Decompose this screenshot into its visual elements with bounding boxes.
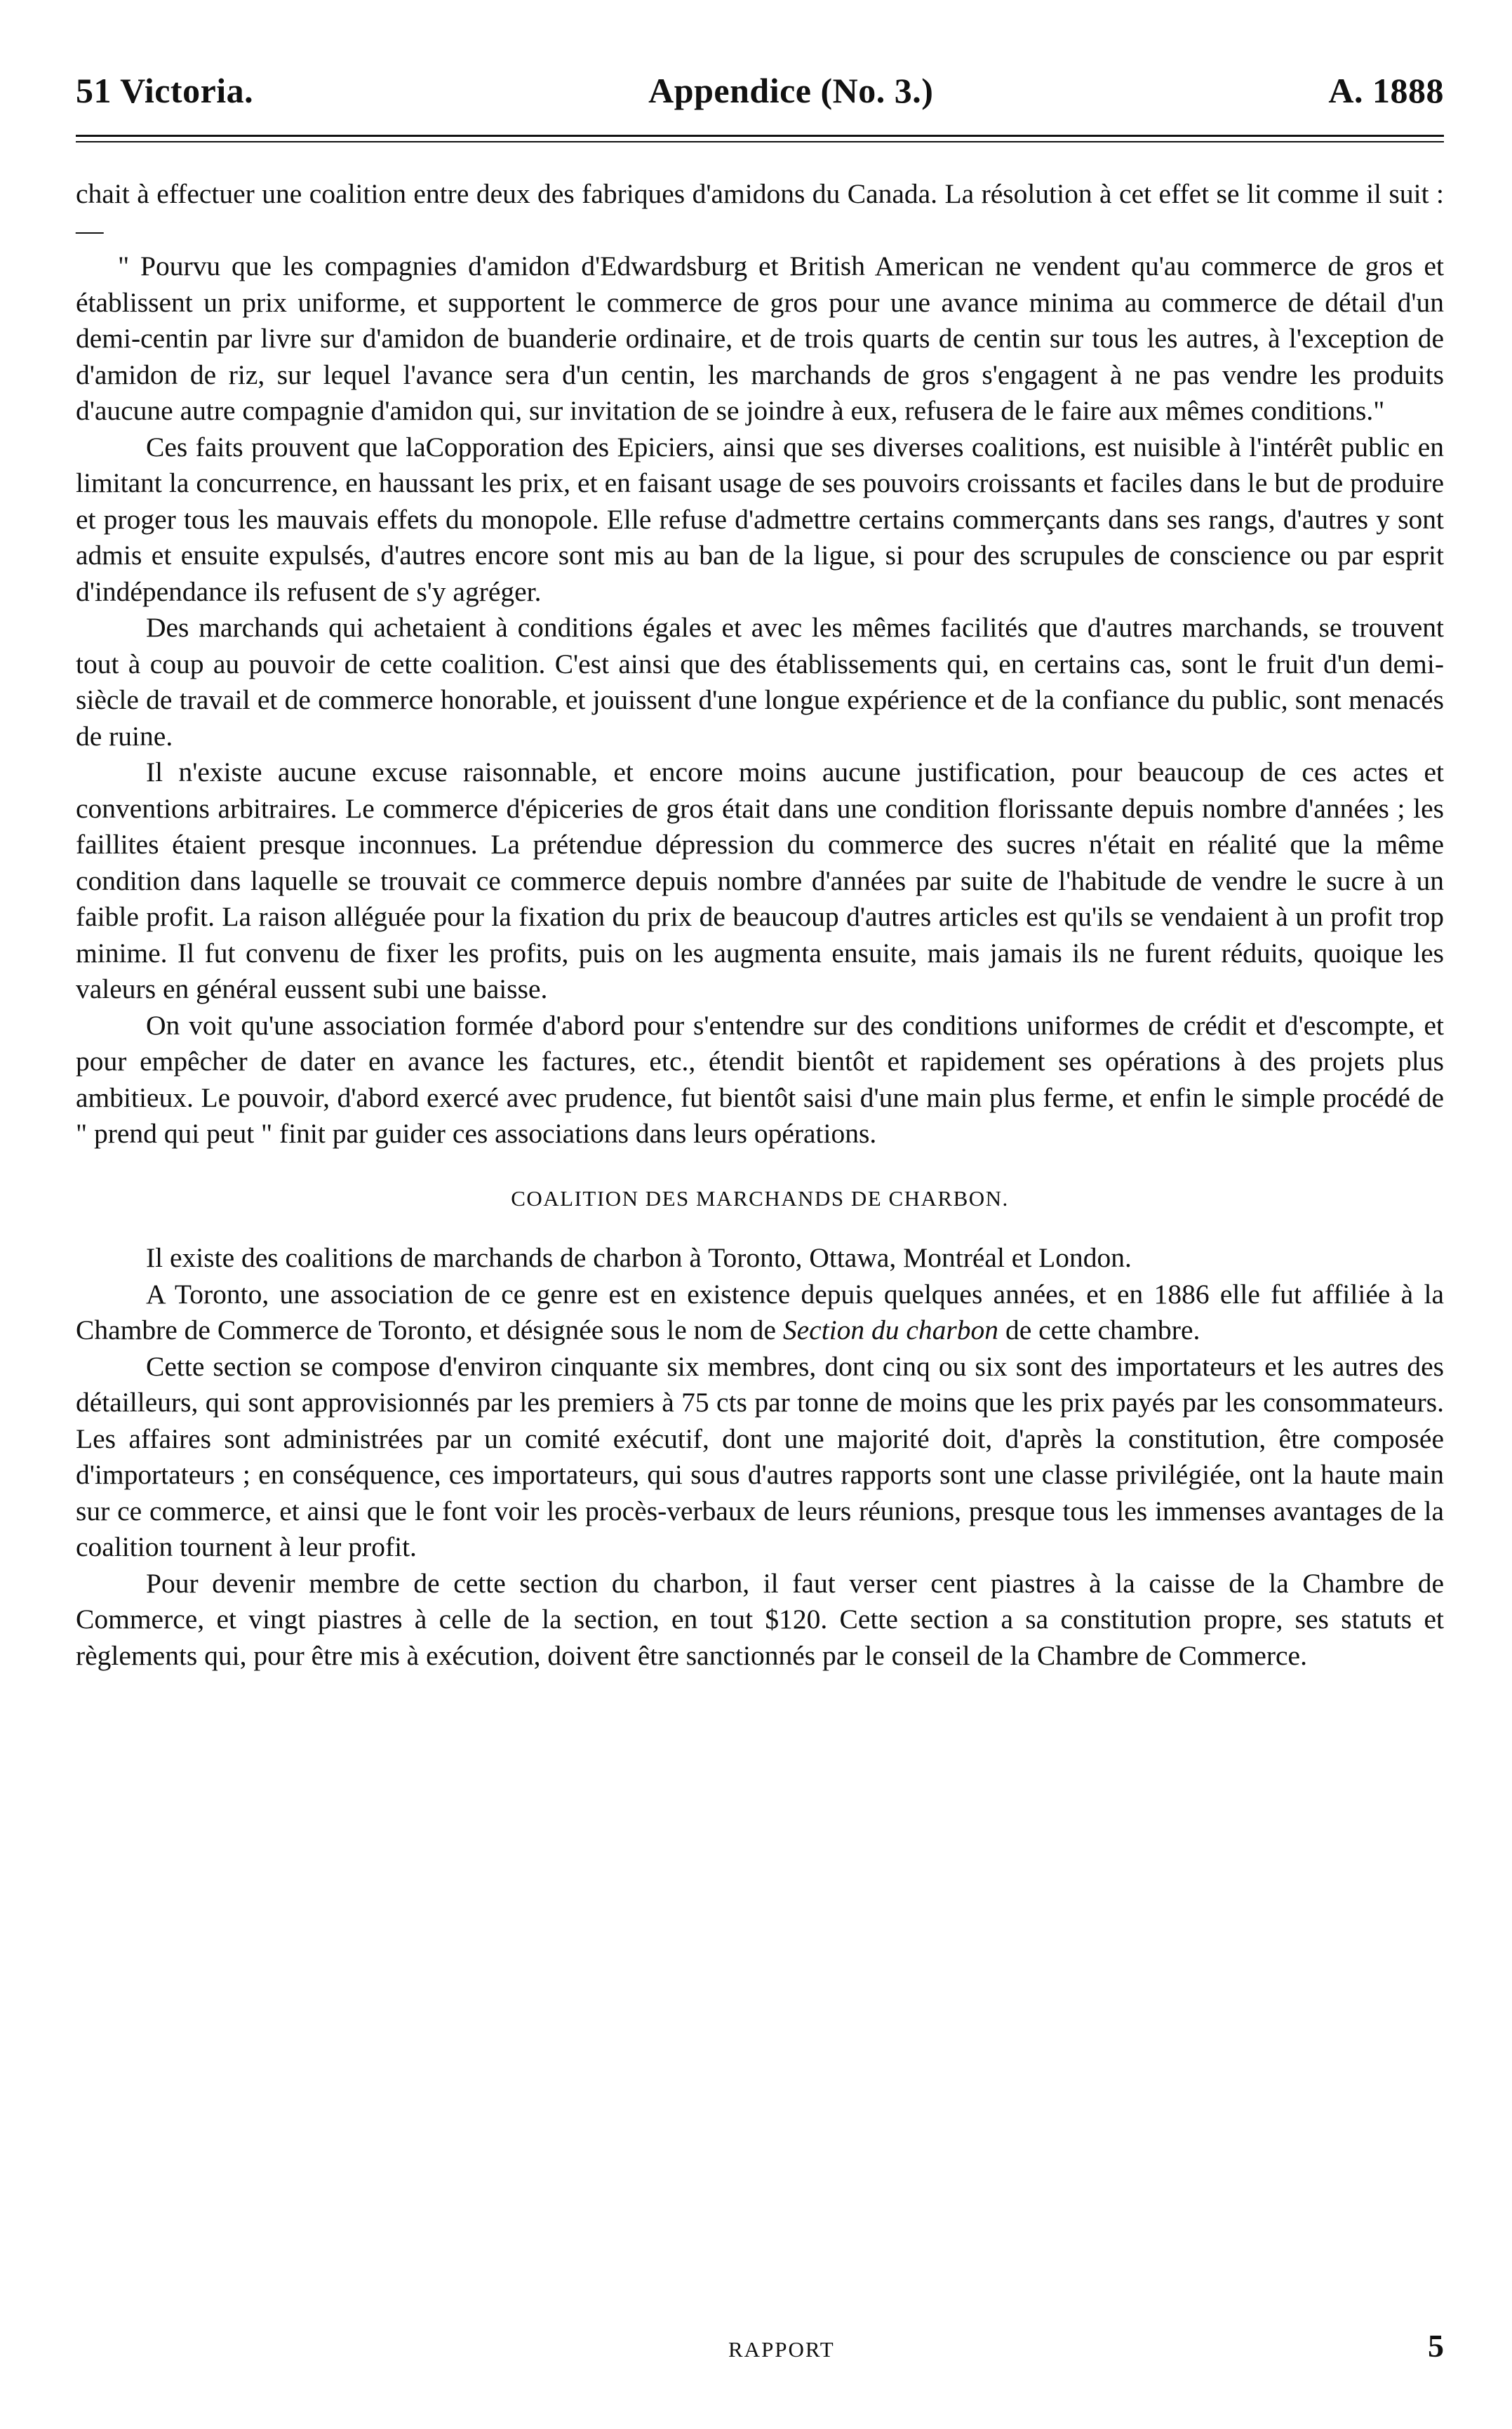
- running-header: [76, 70, 1444, 111]
- document-page: [76, 70, 1444, 1674]
- header-year: A. 1888: [1328, 71, 1444, 110]
- header-appendix: Appendice (No. 3.): [648, 71, 934, 110]
- toronto-text-a: A Toronto, une association de ce genre est en existence depuis quelques années, et en 1886 elle fut affiliée à la Chambre de Commerce de Toronto, et désignée sous le nom de: [76, 1278, 1444, 1345]
- header-session: 51 Victoria.: [76, 71, 254, 110]
- paragraph-association: On voit qu'une association formée d'abord pour s'entendre sur des conditions uniformes de crédit et d'escompte, et pour empêcher de dater en avance les factures, etc., étendit bientôt et rapidement ses opérations à des projets plus ambitieux. Le pouvoir, d'abord exercé avec prudence, fut bientôt saisi d'une main plus ferme, et enfin le simple procédé de " prend qui peut " finit par guider ces associations dans leurs opérations.: [76, 1009, 1444, 1149]
- header-rule: [76, 135, 1444, 137]
- catchword: RAPPORT: [728, 2337, 835, 2362]
- paragraph-no-excuse: Il n'existe aucune excuse raisonnable, et encore moins aucune justification, pour beaucoup de ces actes et conventions arbitraires. Le commerce d'épiceries de gros était dans une condition florissante depuis nombre d'années ; les faillites étaient presque inconnues. La prétendue dépression du commerce des sucres n'était en réalité que la même condition dans laquelle se trouvait ce commerce depuis nombre d'années par suite de l'habitude de vendre le sucre à un faible profit. La raison alléguée pour la fixation du prix de beaucoup d'autres articles est qu'ils se vendaient à un profit trop minime. Il fut convenu de fixer les profits, puis on les augmenta ensuite, mais jamais ils ne furent réduits, quoique les valeurs en général eussent subi une baisse.: [76, 757, 1444, 1004]
- paragraph-quoted-resolution: " Pourvu que les compagnies d'amidon d'Edwardsburg et British American ne vendent qu'au commerce de gros et établissent un prix uniforme, et supportent le commerce de gros pour une avance minima au commerce de détail d'un demi-centin par livre sur d'amidon de buanderie ordinaire, et de trois quarts de centin sur tous les autres, à l'exception de d'amidon de riz, sur lequel l'avance sera d'un centin, les marchands de gros s'engagent à ne pas vendre les produits d'aucune autre compagnie d'amidon qui, sur invitation de se joindre à eux, refusera de le faire aux mêmes conditions.": [76, 251, 1444, 426]
- page-footer: [76, 2328, 1444, 2379]
- body-text: [76, 176, 1444, 1674]
- page-number: 5: [1428, 2328, 1444, 2364]
- section-heading: COALITION DES MARCHANDS DE CHARBON.: [511, 1185, 1009, 1211]
- paragraph-merchants: Des marchands qui achetaient à conditions égales et avec les mêmes facilités que d'autres marchands, se trouvent tout à coup au pouvoir de cette coalition. C'est ainsi que des établissements qui, en certains cas, sont le fruit d'un demi-siècle de travail et de commerce honorable, et jouissent d'une longue expérience et de la confiance du public, sont menacés de ruine.: [76, 612, 1444, 752]
- paragraph-continuation: chait à effectuer une coalition entre deux des fabriques d'amidons du Canada. La résolution à cet effet se lit comme il suit :—: [76, 178, 1444, 246]
- section-name-italic: Section du charbon: [782, 1315, 999, 1345]
- paragraph-coal-coalitions: Il existe des coalitions de marchands de charbon à Toronto, Ottawa, Montréal et London.: [146, 1242, 1132, 1273]
- paragraph-membership-fees: Pour devenir membre de cette section du charbon, il faut verser cent piastres à la caisse de la Chambre de Commerce, et vingt piastres à celle de la section, en tout $120. Cette section a sa constitution propre, ses statuts et règlements qui, pour être mis à exécution, doivent être sanctionnés par le conseil de la Chambre de Commerce.: [76, 1567, 1444, 1671]
- paragraph-toronto-association: [76, 1277, 1444, 1349]
- paragraph-section-members: Cette section se compose d'environ cinquante six membres, dont cinq ou six sont des importateurs et les autres des détailleurs, qui sont approvisionnés par les premiers à 75 cts par tonne de moins que les prix payés par les consommateurs. Les affaires sont administrées par un comité exécutif, dont une majorité doit, d'après la constitution, être composée d'importateurs ; en conséquence, ces importateurs, qui sous d'autres rapports sont une classe privilégiée, ont la haute main sur ce commerce, et ainsi que le font voir les procès-verbaux de leurs réunions, presque tous les immenses avantages de la coalition tournent à leur profit.: [76, 1350, 1444, 1562]
- paragraph-combine-effects: Ces faits prouvent que laCopporation des Epiciers, ainsi que ses diverses coalitions, est nuisible à l'intérêt public en limitant la concurrence, en haussant les prix, et en faisant usage de ses pouvoirs croissants et faciles dans le but de produire et proger tous les mauvais effets du monopole. Elle refuse d'admettre certains commerçants dans ses rangs, d'autres y sont admis et ensuite expulsés, d'autres encore sont mis au ban de la ligue, si pour des scrupules de conscience ou par esprit d'indépendance ils refusent de s'y agréger.: [76, 431, 1444, 607]
- toronto-text-b: de cette chambre.: [998, 1315, 1200, 1345]
